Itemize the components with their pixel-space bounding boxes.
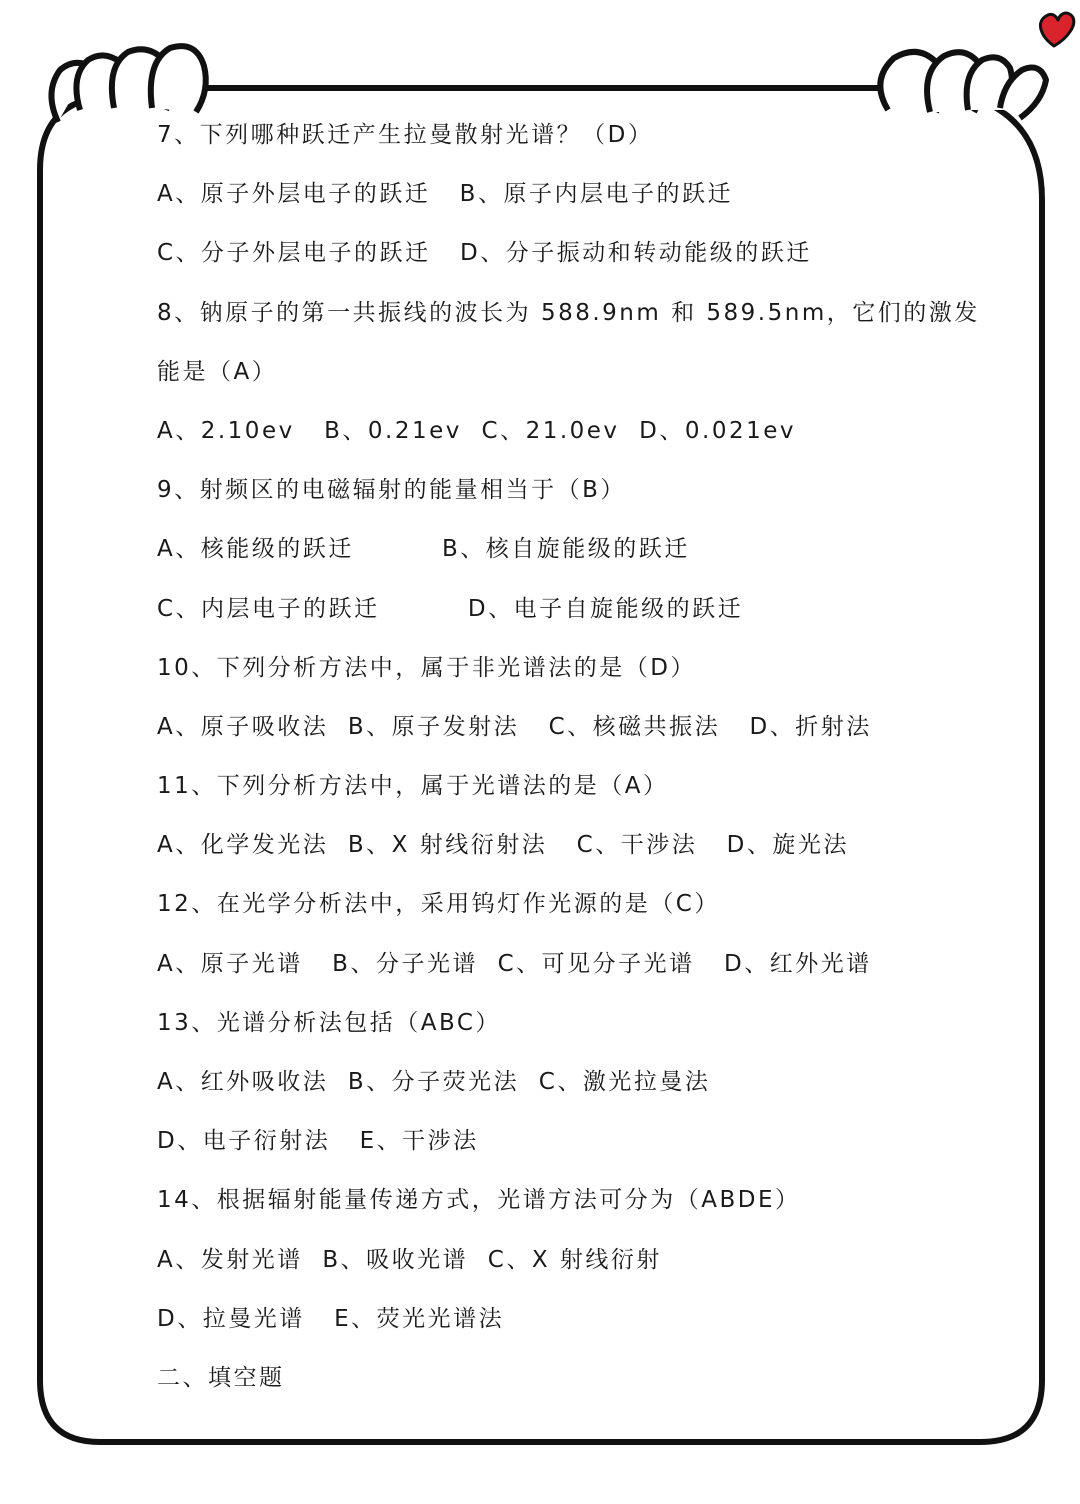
question-11-options: A、化学发光法 B、X 射线衍射法 C、干涉法 D、旋光法 (157, 832, 849, 859)
question-13-title: 13、光谱分析法包括（ABC） (157, 1009, 501, 1036)
question-7-options-ab: A、原子外层电子的跃迁 B、原子内层电子的跃迁 (157, 181, 733, 208)
left-hand-icon (51, 46, 205, 122)
question-10-options: A、原子吸收法 B、原子发射法 C、核磁共振法 D、折射法 (157, 713, 872, 740)
question-12-title: 12、在光学分析法中，采用钨灯作光源的是（C） (157, 891, 720, 918)
question-9-options-ab: A、核能级的跃迁 B、核自旋能级的跃迁 (157, 536, 690, 563)
question-9-title: 9、射频区的电磁辐射的能量相当于（B） (157, 477, 626, 504)
question-8-title: 8、钠原子的第一共振线的波长为 588.9nm 和 589.5nm，它们的激发 (157, 299, 980, 326)
section-heading-fill-in: 二、填空题 (157, 1364, 285, 1391)
right-hand-icon (880, 52, 1046, 118)
question-9-options-cd: C、内层电子的跃迁 D、电子自旋能级的跃迁 (157, 595, 744, 622)
question-7-options-cd: C、分子外层电子的跃迁 D、分子振动和转动能级的跃迁 (157, 240, 812, 267)
question-14-options-abc: A、发射光谱 B、吸收光谱 C、X 射线衍射 (157, 1246, 662, 1273)
heart-icon (1040, 13, 1073, 46)
question-12-options: A、原子光谱 B、分子光谱 C、可见分子光谱 D、红外光谱 (157, 950, 872, 977)
question-11-title: 11、下列分析方法中，属于光谱法的是（A） (157, 773, 669, 800)
question-14-options-de: D、拉曼光谱 E、荧光光谱法 (157, 1305, 505, 1332)
question-13-options-de: D、电子衍射法 E、干涉法 (157, 1128, 479, 1155)
question-13-options-abc: A、红外吸收法 B、分子荧光法 C、激光拉曼法 (157, 1069, 711, 1095)
question-14-title: 14、根据辐射能量传递方式，光谱方法可分为（ABDE） (157, 1187, 801, 1214)
question-10-title: 10、下列分析方法中，属于非光谱法的是（D） (157, 654, 696, 681)
question-list (157, 116, 987, 1418)
question-7-title: 7、下列哪种跃迁产生拉曼散射光谱？（D） (157, 122, 654, 148)
question-8-options: A、2.10ev B、0.21ev C、21.0ev D、0.021ev (157, 417, 796, 444)
question-8-title-cont: 能是（A） (157, 358, 278, 385)
